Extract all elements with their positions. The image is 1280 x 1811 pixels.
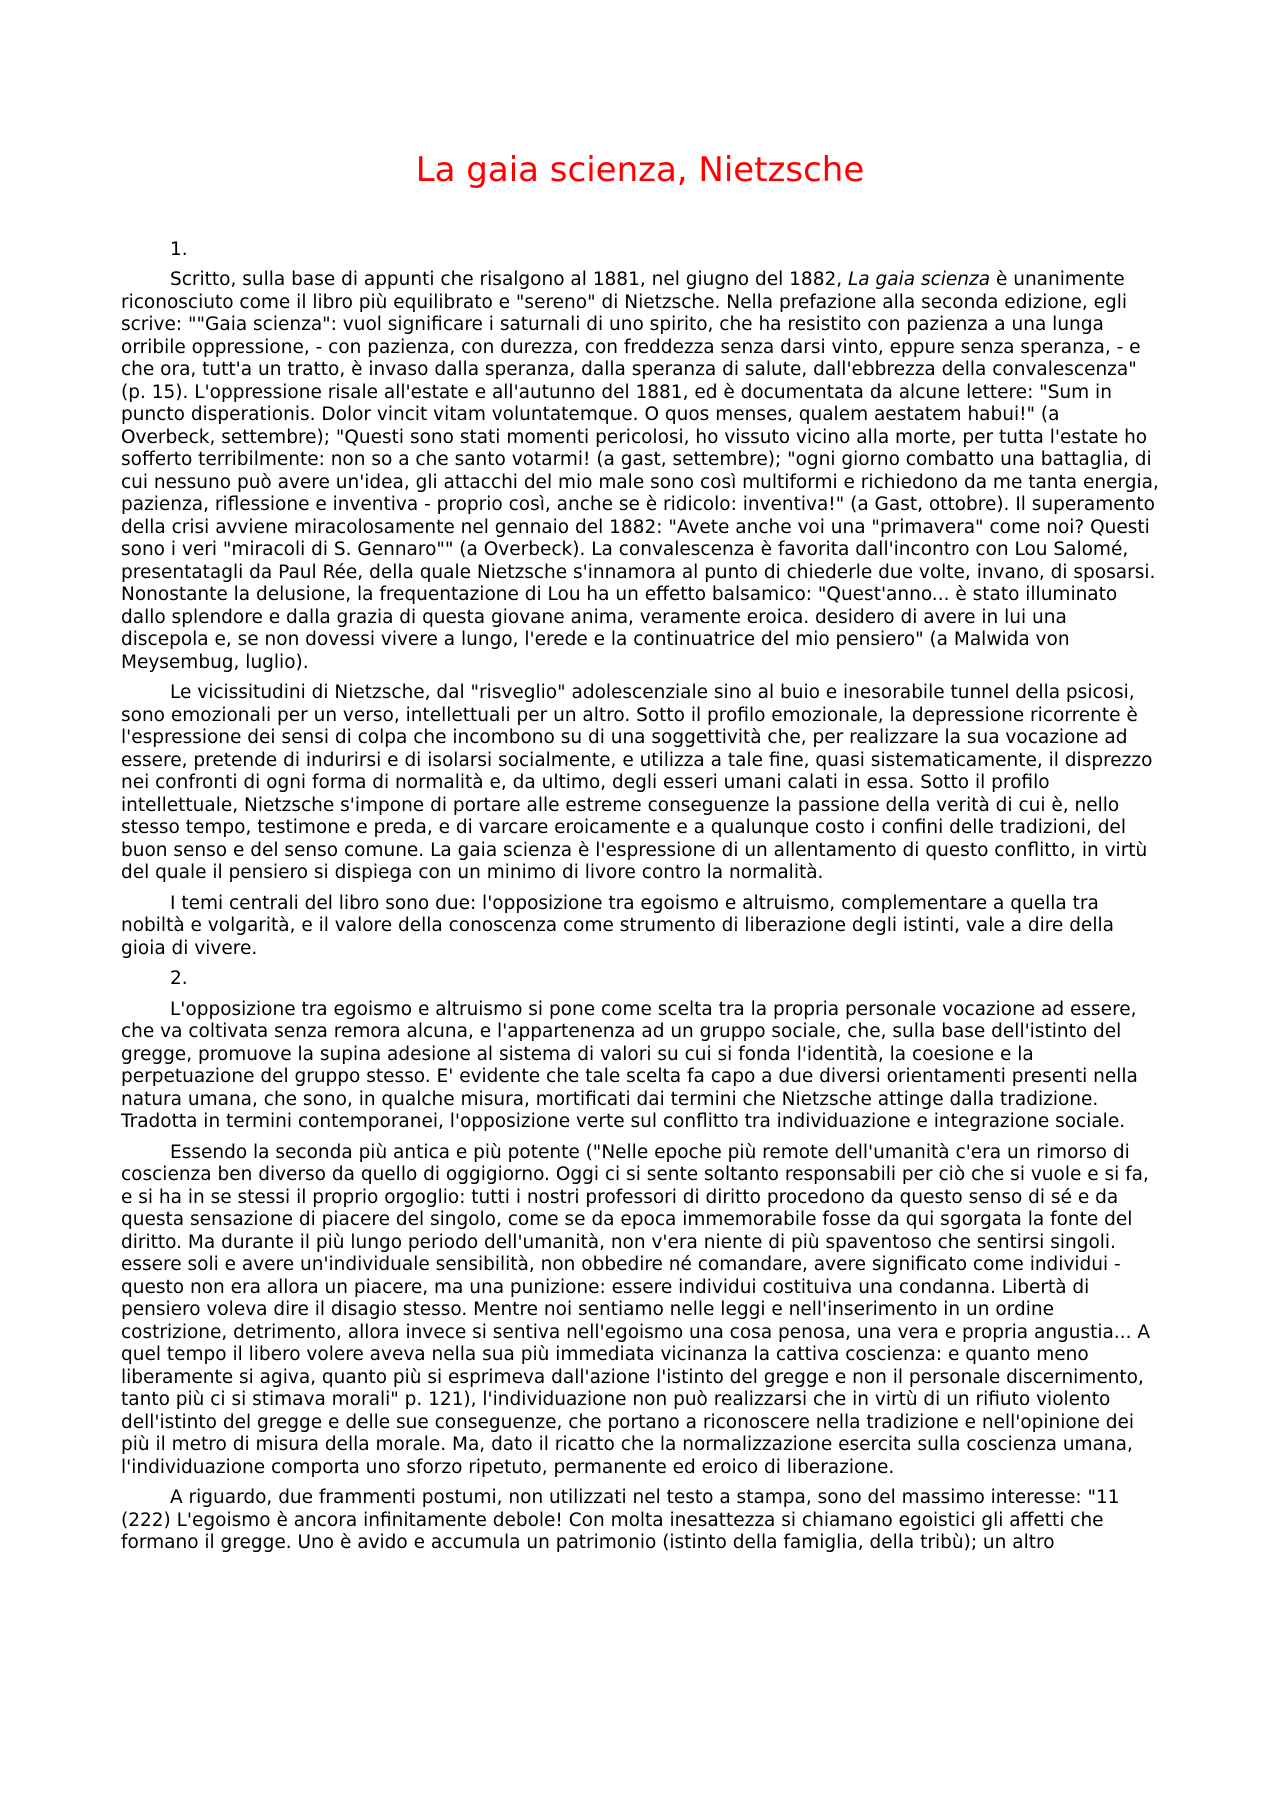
document-title: La gaia scienza, Nietzsche — [415, 150, 865, 190]
paragraph-1-2: Le vicissitudini di Nietzsche, dal "risveglio" adolescenziale sino al buio e inesorabile tunnel della psicosi, sono emozionali per un verso, intellettuali per un altro. Sotto il profilo emozionale, la depressione ricorrente è l'espressione dei sensi di colpa che incombono su di una soggettività che, per realizzare la sua vocazione ad essere, pretende di indurirsi e di isolarsi socialmente, e utilizza a tale fine, quasi sistematicamente, il disprezzo nei confronti di ogni forma di normalità e, da ultimo, degli esseri umani calati in essa. Sotto il profilo intellettuale, Nietzsche s'impone di portare alle estreme conseguenze la passione della verità di cui è, nello stesso tempo, testimone e preda, e di varcare eroicamente e a qualunque costo i confini delle tradizioni, del buon senso e del senso comune. La gaia scienza è l'espressione di un allentamento di questo conflitto, in virtù del quale il pensiero si dispiega con un minimo di livore contro la normalità. — [121, 682, 1153, 884]
section-number-1: 1. — [170, 238, 188, 260]
section-number-2: 2. — [170, 968, 188, 990]
paragraph-text: Scritto, sulla base di appunti che risalgono al 1881, nel giugno del 1882, — [170, 269, 848, 291]
paragraph-text: è unanimente riconosciuto come il libro più equilibrato e "sereno" di Nietzsche. Nella prefazione alla seconda edizione, egli scrive: ""Gaia scienza": vuol significare i saturnali di uno spirito, che ha resistito con pazienza a una lunga orribile oppressione, - con pazienza, con durezza, con freddezza senza darsi vinto, eppure senza speranza, - e che ora, tutt'a un tratto, è invaso dalla speranza, dalla speranza di salute, dall'ebbrezza della convalescenza" (p. 15). L'oppressione risale all'estate e all'autunno del 1881, ed è documentata da alcune lettere: "Sum in puncto disperationis. Dolor vincit vitam voluntatemque. O quos menses, qualem aestatem habui!" (a Overbeck, settembre); "Questi sono stati momenti pericolosi, ho vissuto vicino alla morte, per tutta l'estate ho sofferto terribilmente: non so a che santo votarmi! (a gast, settembre); "ogni giorno combatto una battaglia, di cui nessuno può avere un'idea, gli attacchi del mio male sono così multiformi e richiedono da me tanta energia, pazienza, riflessione e inventiva - proprio così, anche se è ridicolo: inventiva!" (a Gast, ottobre). Il superamento della crisi avviene miracolosamente nel gennaio del 1882: "Avete anche voi una "primavera" come noi? Questi sono i veri "miracoli di S. Gennaro"" (a Overbeck). La convalescenza è favorita dall'incontro con Lou Salomé, presentatagli da Paul Rée, della quale Nietzsche s'innamora al punto di chiederle due volte, invano, di sposarsi. Nonostante la delusione, la frequentazione di Lou ha un effetto balsamico: "Quest'anno... è stato illuminato dallo splendore e dalla grazia di questa giovane anima, veramente eroica. desidero di avere in lui una discepola e, se non dovessi vivere a lungo, l'erede e la continuatrice del mio pensiero" (a Malwida von Meysembug, luglio). — [121, 269, 1159, 673]
paragraph-2-2: Essendo la seconda più antica e più potente ("Nelle epoche più remote dell'umanità c'era un rimorso di coscienza ben diverso da quello di oggigiorno. Oggi ci si sente soltanto responsabili per ciò che si vuole e si fa, e si ha in se stessi il proprio orgoglio: tutti i nostri professori di diritto procedono da questo senso di sé e da questa sensazione di piacere del singolo, come se da epoca immemorabile fosse da qui sgorgata la fonte del diritto. Ma durante il più lungo periodo dell'umanità, non v'era niente di più spaventoso che sentirsi singoli. essere soli e avere un'individuale sensibilità, non obbedire né comandare, avere significato come individui - questo non era allora un piacere, ma una punizione: essere individui costituiva una condanna. Libertà di pensiero voleva dire il disagio stesso. Mentre noi sentiamo nelle leggi e nell'inserimento in un ordine costrizione, detrimento, allora invece si sentiva nell'egoismo una cosa penosa, una vera e propria angustia... A quel tempo il libero volere aveva nella sua più immediata vicinanza la cattiva coscienza: e quanto meno liberamente si agiva, quanto più si esprimeva dall'azione l'istinto del gregge e non il personale discernimento, tanto più ci si stimava morali" p. 121), l'individuazione non può realizzarsi che in virtù di un rifiuto violento dell'istinto del gregge e delle sue conseguenze, che portano a riconoscere nella tradizione e nell'opinione dei più il metro di misura della morale. Ma, dato il ricatto che la normalizzazione esercita sulla coscienza umana, l'individuazione comporta uno sforzo ripetuto, permanente ed eroico di liberazione. — [121, 1141, 1151, 1478]
book-title-italic: La gaia scienza — [848, 269, 991, 291]
paragraph-2-3: A riguardo, due frammenti postumi, non utilizzati nel testo a stampa, sono del massimo interesse: "11 (222) L'egoismo è ancora infinitamente debole! Con molta inesattezza si chiamano egoistici gli affetti che formano il gregge. Uno è avido e accumula un patrimonio (istinto della famiglia, della tribù); un altro — [121, 1487, 1120, 1554]
paragraph-1-3: I temi centrali del libro sono due: l'opposizione tra egoismo e altruismo, complementare a quella tra nobiltà e volgarità, e il valore della conoscenza come strumento di liberazione degli istinti, vale a dire della gioia di vivere. — [121, 892, 1114, 959]
paragraph-1-1 — [121, 269, 1159, 674]
paragraph-2-1: L'opposizione tra egoismo e altruismo si pone come scelta tra la propria personale vocazione ad essere, che va coltivata senza remora alcuna, e l'appartenenza ad un gruppo sociale, che, sulla base dell'istinto del gregge, promuove la supina adesione al sistema di valori su cui si fonda l'identità, la coesione e la perpetuazione del gruppo stesso. E' evidente che tale scelta fa capo a due diversi orientamenti presenti nella natura umana, che sono, in qualche misura, mortificati dai termini che Nietzsche attinge dalla tradizione. Tradotta in termini contemporanei, l'opposizione verte sul conflitto tra individuazione e integrazione sociale. — [121, 998, 1138, 1133]
document-page — [121, 150, 1159, 1563]
